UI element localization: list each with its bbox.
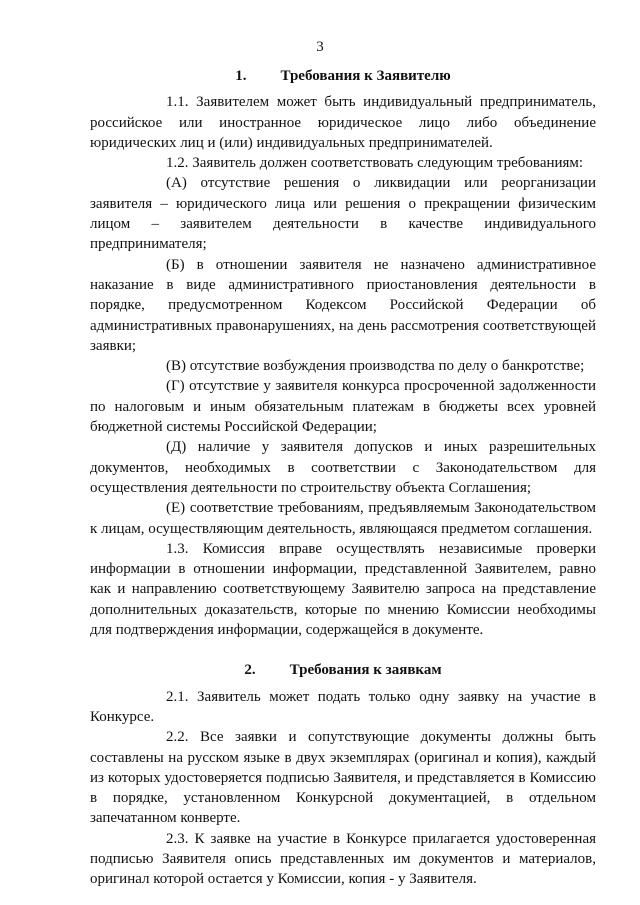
paragraph-e	[90, 498, 596, 539]
paragraph-v	[90, 356, 596, 376]
paragraph-a	[90, 173, 596, 254]
paragraph-label: (В)	[166, 358, 186, 375]
paragraph-text: отсутствие возбуждения производства по делу о банкротстве;	[189, 358, 585, 375]
paragraph-label: 1.2.	[166, 155, 189, 172]
paragraph-g	[90, 376, 596, 437]
paragraph-label: 2.1.	[166, 688, 189, 705]
paragraph-b	[90, 255, 596, 356]
paragraph-text: Заявителем может быть индивидуальный предприниматель, российское или иностранное юридическое лицо либо объединение юридических лиц и (или) индивидуальных предпринимателей.	[90, 94, 596, 151]
paragraph-text: Комиссия вправе осуществлять независимые проверки информации в отношении информации, представленной Заявителем, равно как и направлению соответствующему Заявителю запроса на представление дополнительных доказательств, которые по мнению Комиссии необходимы для подтверждения информации, содержащейся в документе.	[90, 540, 596, 639]
section-2-number: 2.	[244, 662, 256, 679]
paragraph-2-1	[90, 687, 596, 728]
paragraph-label: 2.2.	[166, 729, 189, 746]
paragraph-label: 2.3.	[166, 830, 189, 847]
paragraph-label: 1.3.	[166, 540, 189, 557]
paragraph-label: (А)	[166, 175, 187, 192]
paragraph-d	[90, 437, 596, 498]
paragraph-text: отсутствие решения о ликвидации или реорганизации заявителя – юридического лица или решения о прекращении физическим лицом – заявителем деятельности в качестве индивидуального предпринимателя;	[90, 175, 596, 253]
paragraph-text: Заявитель может подать только одну заявку на участие в Конкурсе.	[90, 688, 596, 725]
page-number: 3	[316, 39, 324, 55]
paragraph-label: 1.1.	[166, 94, 189, 111]
paragraph-2-2	[90, 727, 596, 828]
paragraph-text: в отношении заявителя не назначено административное наказание в виде административного приостановления деятельности в порядке, предусмотренном Кодексом Российской Федерации об административных правонарушениях, на день рассмотрения соответствующей заявки;	[90, 256, 596, 354]
paragraph-text: Заявитель должен соответствовать следующим требованиям:	[192, 155, 584, 172]
section-1-heading	[90, 66, 596, 86]
paragraph-text: соответствие требованиям, предъявляемым Законодательством к лицам, осуществляющим деятельность, являющаяся предметом соглашения.	[90, 500, 596, 537]
document-body	[90, 66, 596, 890]
paragraph-label: (Б)	[166, 256, 185, 273]
paragraph-text: Все заявки и сопутствующие документы должны быть составлены на русском языке в двух экземплярах (оригинал и копия), каждый из которых удостоверяется подписью Заявителя, и представляется в Комиссию в порядке, установленном Конкурсной документацией, в отдельном запечатанном конверте.	[90, 729, 597, 827]
paragraph-text: К заявке на участие в Конкурсе прилагается удостоверенная подписью Заявителя опись представленных им документов и материалов, оригинал которой остается у Комиссии, копия - у Заявителя.	[90, 830, 597, 888]
paragraph-1-3	[90, 539, 596, 640]
section-1-number: 1.	[235, 68, 247, 84]
paragraph-1-2	[90, 153, 596, 173]
section-1-title: Требования к Заявителю	[280, 68, 451, 84]
paragraph-label: (Г)	[166, 378, 185, 395]
paragraph-1-1	[90, 92, 596, 153]
section-2-heading	[90, 660, 596, 680]
paragraph-label: (Е)	[166, 500, 186, 517]
paragraph-text: отсутствие у заявителя конкурса просроченной задолженности по налоговым и иным обязательным платежам в бюджеты всех уровней бюджетной системы Российской Федерации;	[90, 378, 596, 436]
paragraph-text: наличие у заявителя допусков и иных разрешительных документов, необходимых в соответствии с Законодательством для осуществления деятельности по строительству объекта Соглашения;	[90, 439, 597, 496]
paragraph-label: (Д)	[166, 439, 187, 456]
section-2-title: Требования к заявкам	[289, 662, 442, 679]
paragraph-2-3	[90, 829, 596, 890]
